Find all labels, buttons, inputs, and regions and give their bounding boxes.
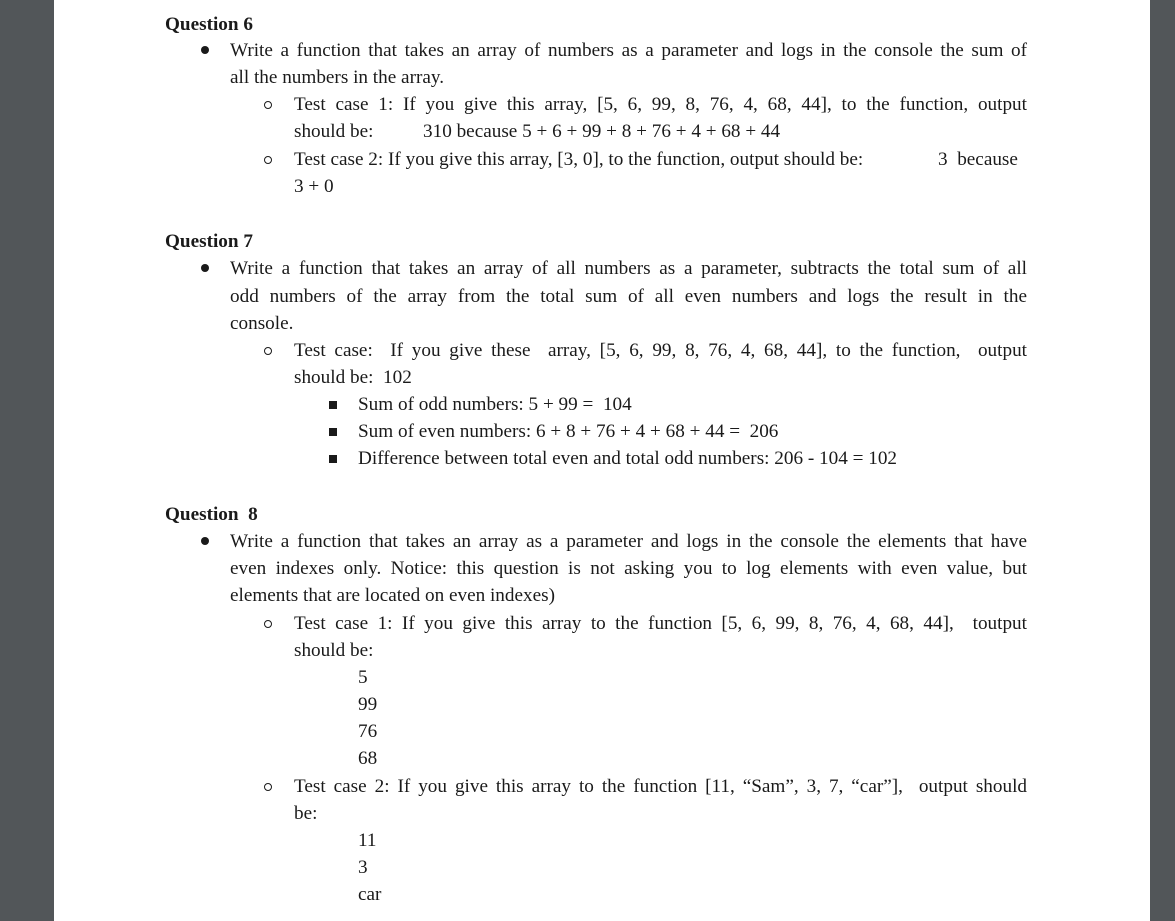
q6-bullet-line-2: all the numbers in the array. [230, 67, 445, 88]
q7-sub-3: Difference between total even and total odd numbers: 206 - 104 = 102 [358, 448, 898, 469]
bullet-dot [201, 264, 209, 272]
square-bullet [329, 455, 337, 463]
circle-bullet [264, 156, 272, 164]
q7-bullet-line-1: Write a function that takes an array of all numbers as a parameter, subtracts the total sum of all [230, 258, 1027, 279]
q8-tc1-output: 99 [358, 694, 378, 715]
q6-tc2-line-2: 3 + 0 [294, 176, 334, 197]
q8-tc2-line-1: Test case 2: If you give this array to the function [11, “Sam”, 3, 7, “car”], output should [294, 776, 1027, 797]
q8-tc2-output: 11 [358, 830, 377, 851]
circle-bullet [264, 101, 272, 109]
question-8-title: Question 8 [165, 504, 258, 525]
bullet-dot [201, 537, 209, 545]
q8-bullet-line-2: even indexes only. Notice: this question is not asking you to log elements with even value, but [230, 558, 1027, 579]
circle-bullet [264, 620, 272, 628]
q6-tc1-line-2a: should be: [294, 121, 374, 142]
q6-tc2-line-1b: 3 because [938, 149, 1018, 170]
circle-bullet [264, 783, 272, 791]
q7-sub-1: Sum of odd numbers: 5 + 99 = 104 [358, 394, 632, 415]
q8-tc1-line-1: Test case 1: If you give this array to the function [5, 6, 99, 8, 76, 4, 68, 44], toutput [294, 613, 1027, 634]
q8-tc2-output: 3 [358, 857, 368, 878]
q8-tc1-output: 76 [358, 721, 378, 742]
q8-tc2-output: car [358, 884, 382, 905]
q8-tc1-line-2: should be: [294, 640, 374, 661]
q7-bullet-line-2: odd numbers of the array from the total sum of all even numbers and logs the result in the [230, 286, 1027, 307]
q7-sub-2: Sum of even numbers: 6 + 8 + 76 + 4 + 68 + 44 = 206 [358, 421, 779, 442]
question-6-title: Question 6 [165, 14, 253, 35]
square-bullet [329, 401, 337, 409]
q6-tc1-line-2b: 310 because 5 + 6 + 99 + 8 + 76 + 4 + 68 + 44 [423, 121, 781, 142]
document-page [54, 0, 1150, 921]
question-7-title: Question 7 [165, 231, 253, 252]
q6-tc2-line-1: Test case 2: If you give this array, [3, 0], to the function, output should be: [294, 149, 864, 170]
q7-bullet-line-3: console. [230, 313, 294, 334]
square-bullet [329, 428, 337, 436]
q7-tc-line-1: Test case: If you give these array, [5, 6, 99, 8, 76, 4, 68, 44], to the function, output [294, 340, 1027, 361]
q7-tc-line-2: should be: 102 [294, 367, 412, 388]
circle-bullet [264, 347, 272, 355]
q8-tc1-output: 5 [358, 667, 368, 688]
q6-tc1-line-1: Test case 1: If you give this array, [5, 6, 99, 8, 76, 4, 68, 44], to the function, output [294, 94, 1027, 115]
bullet-dot [201, 46, 209, 54]
q8-tc1-output: 68 [358, 748, 378, 769]
q8-bullet-line-3: elements that are located on even indexes) [230, 585, 555, 606]
q6-bullet-line-1: Write a function that takes an array of numbers as a parameter and logs in the console the sum of [230, 40, 1027, 61]
q8-tc2-line-2: be: [294, 803, 318, 824]
q8-bullet-line-1: Write a function that takes an array as a parameter and logs in the console the elements that have [230, 531, 1027, 552]
